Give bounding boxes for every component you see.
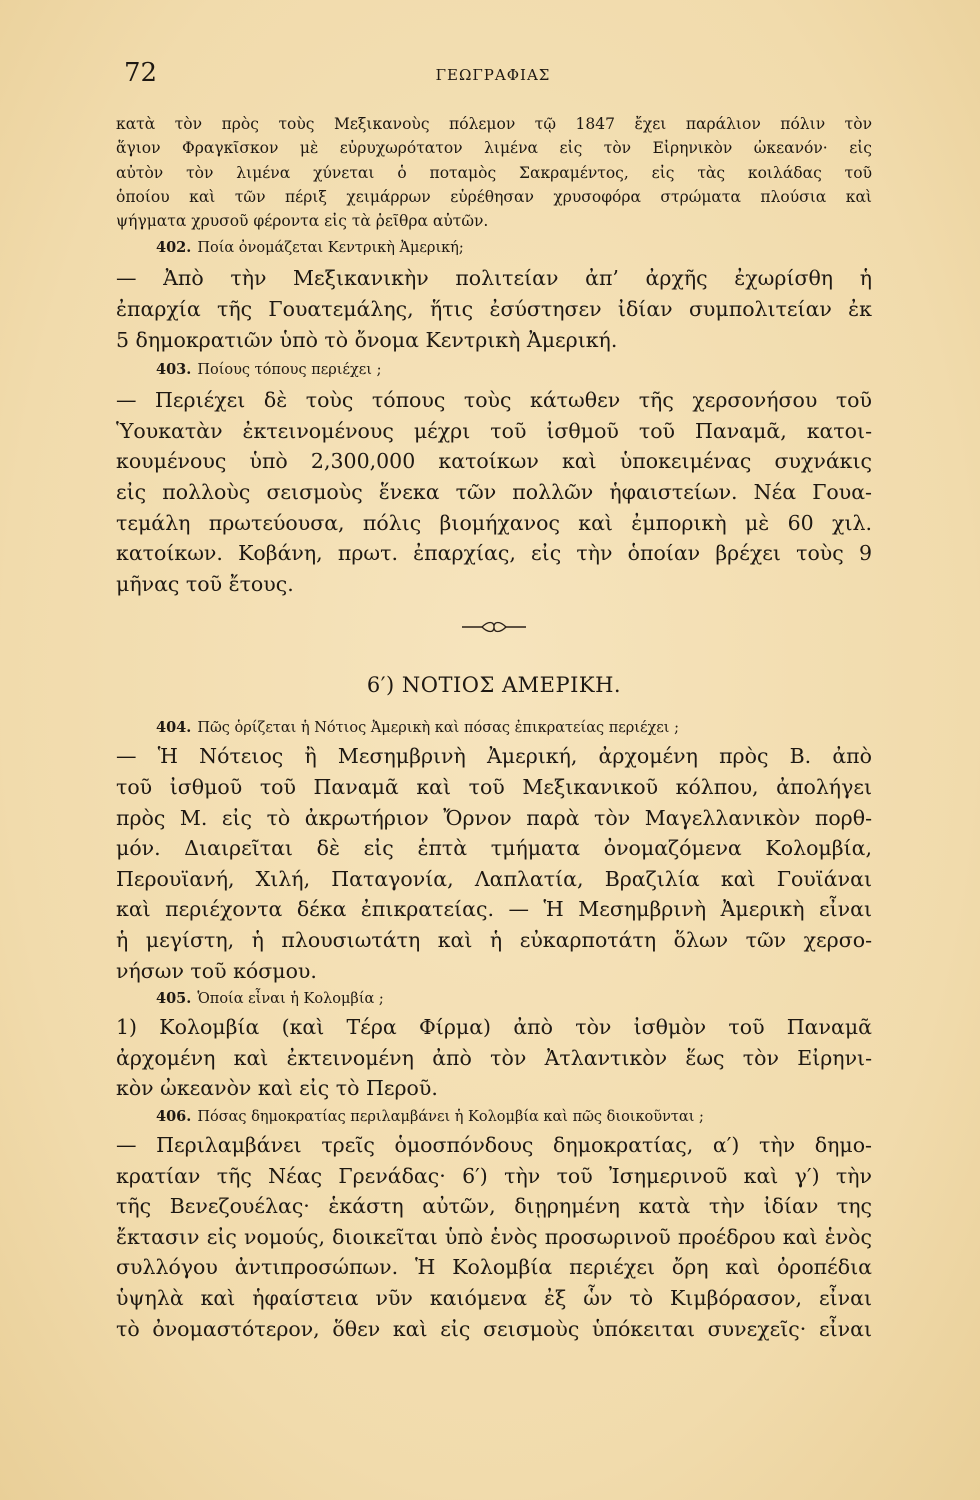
text-line: — Ἡ Νότειος ἢ Μεσημβρινὴ Ἀμερική, ἀρχομένη πρὸς Β. ἀπὸ [116,744,872,769]
text-line: τεμάλη πρωτεύουσα, πόλις βιομήχανος καὶ ἐμπορικὴ μὲ 60 χιλ. [116,510,872,535]
text-line: νήσων τοῦ κόσμου. [116,958,317,983]
intro-paragraph [116,112,872,233]
running-title: ΓΕΩΓΡΑΦΙΑΣ [435,66,551,84]
question-403 [116,355,872,385]
question-406 [116,1104,872,1130]
text-line: τὸ ὀνομαστότερον, ὅθεν καὶ εἰς σεισμοὺς ὑπόκειται συνεχεῖς· εἶναι [116,1316,872,1341]
text-line: κατοίκων. Κοβάνη, πρωτ. ἐπαρχίας, εἰς τὴν ὁποίαν βρέχει τοὺς 9 [116,541,872,566]
text-line: — Περιλαμβάνει τρεῖς ὁμοσπόνδους δημοκρατίας, α′) τὴν δημο- [116,1132,872,1157]
text-line: μῆνας τοῦ ἔτους. [116,571,294,596]
question-text: Ποίους τόπους περιέχει ; [197,362,382,379]
question-number: 403. [156,361,192,379]
text-line: ἡ μεγίστη, ἡ πλουσιωτάτη καὶ ἡ εὐκαρποτάτη ὅλων τῶν χερσο- [116,927,872,952]
text-line: ἐπαρχία τῆς Γουατεμάλης, ἥτις ἐσύστησεν ἰδίαν συμπολιτείαν ἐκ [116,297,872,322]
text-line: κατὰ τὸν πρὸς τοὺς Μεξικανοὺς πόλεμον τῷ 1847 ἔχει παράλιον πόλιν τὸν [116,115,872,133]
answer-403 [116,385,872,599]
ornament-icon [462,620,526,634]
text-line: ὑψηλὰ καὶ ἡφαίστεια νῦν καιόμενα ἐξ ὧν τὸ Κιμβόρασον, εἶναι [116,1285,872,1310]
answer-406 [116,1130,872,1344]
text-line: ἔκτασιν εἰς νομούς, διοικεῖται ὑπὸ ἑνὸς προσωρινοῦ προέδρου καὶ ἑνὸς [116,1224,872,1249]
answer-402 [116,263,872,355]
question-number: 402. [156,239,192,257]
question-text: Πόσας δημοκρατίας περιλαμβάνει ἡ Κολομβία καὶ πῶς διοικοῦνται ; [197,1108,704,1125]
question-text: Πῶς ὁρίζεται ἡ Νότιος Ἀμερικὴ καὶ πόσας ἐπικρατείας περιέχει ; [197,720,679,737]
text-line: ἅγιον Φραγκῖσκον μὲ εὐρυχωρότατον λιμένα εἰς τὸν Εἰρηνικὸν ὠκεανόν· εἰς [116,139,872,158]
text-line: αὐτὸν τὸν λιμένα χύνεται ὁ ποταμὸς Σακραμέντος, εἰς τὰς κοιλάδας τοῦ [116,163,872,182]
text-line: Περουϊανή, Χιλή, Παταγονία, Λαπλατία, Βραζιλία καὶ Γουϊάναι [116,866,872,891]
text-line: ἀρχομένη καὶ ἐκτεινομένη ἀπὸ τὸν Ἀτλαντικὸν ἕως τὸν Εἰρηνι- [116,1045,872,1070]
text-line: ὁποίου καὶ τῶν πέριξ χειμάρρων εὑρέθησαν χρυσοφόρα στρώματα πλούσια καὶ [116,187,872,206]
text-line: ψήγματα χρυσοῦ φέροντα εἰς τὰ ῥεῖθρα αὐτῶν. [116,212,489,231]
text-line: 5 δημοκρατιῶν ὑπὸ τὸ ὄνομα Κεντρικὴ Ἀμερική. [116,327,618,352]
text-line: τῆς Βενεζουέλας· ἑκάστη αὐτῶν, διῃρημένη κατὰ τὴν ἰδίαν της [116,1194,872,1219]
text-line: τοῦ ἰσθμοῦ τοῦ Παναμᾶ καὶ τοῦ Μεξικανικοῦ κόλπου, ἀπολήγει [116,775,872,800]
text-line: εἰς πολλοὺς σεισμοὺς ἕνεκα τῶν πολλῶν ἡφαιστείων. Νέα Γουα- [116,480,872,505]
text-line: πρὸς Μ. εἰς τὸ ἀκρωτήριον Ὄρνον παρὰ τὸν Μαγελλανικὸν πορθ- [116,805,872,830]
text-line: κὸν ὠκεανὸν καὶ εἰς τὸ Περοῦ. [116,1076,438,1101]
text-line: — Περιέχει δὲ τοὺς τόπους τοὺς κάτωθεν τῆς χερσονήσου τοῦ [116,388,872,413]
question-number: 404. [156,719,192,737]
answer-405 [116,1012,872,1104]
text-line: Ὑουκατὰν ἐκτεινομένους μέχρι τοῦ ἰσθμοῦ τοῦ Παναμᾶ, κατοι- [116,418,872,443]
text-line: κρατίαν τῆς Νέας Γρενάδας· 6′) τὴν τοῦ Ἰσημερινοῦ καὶ γ′) τὴν [116,1163,872,1188]
text-line: καὶ περιέχοντα δέκα ἐπικρατείας. — Ἡ Μεσημβρινὴ Ἀμερικὴ εἶναι [116,897,872,922]
answer-404 [116,741,872,986]
ornament-divider [116,599,872,655]
text-line: συλλόγου ἀντιπροσώπων. Ἡ Κολομβία περιέχει ὄρη καὶ ὀροπέδια [116,1255,872,1280]
question-402 [116,233,872,263]
question-405 [116,986,872,1012]
question-text: Ποία ὀνομάζεται Κεντρικὴ Ἀμερική; [197,240,464,257]
text-line: μόν. Διαιρεῖται δὲ εἰς ἑπτὰ τμήματα ὀνομαζόμενα Κολομβία, [116,836,872,861]
text-line: — Ἀπὸ τὴν Μεξικανικὴν πολιτείαν ἀπ’ ἀρχῆς ἐχωρίσθη ἡ [116,266,872,291]
text-line: 1) Κολομβία (καὶ Τέρα Φίρμα) ἀπὸ τὸν ἰσθμὸν τοῦ Παναμᾶ [116,1015,872,1040]
question-404 [116,715,872,741]
question-number: 406. [156,1107,192,1125]
section-title: 6′) ΝΟΤΙΟΣ ΑΜΕΡΙΚΗ. [366,673,622,698]
page-body [116,112,872,1344]
text-line: κουμένους ὑπὸ 2,300,000 κατοίκων καὶ ὑποκειμένας συχνάκις [116,449,872,474]
question-text: Ὁποία εἶναι ἡ Κολομβία ; [197,991,384,1008]
page-number: 72 [124,58,158,88]
page-header [124,58,862,98]
question-number: 405. [156,990,192,1008]
